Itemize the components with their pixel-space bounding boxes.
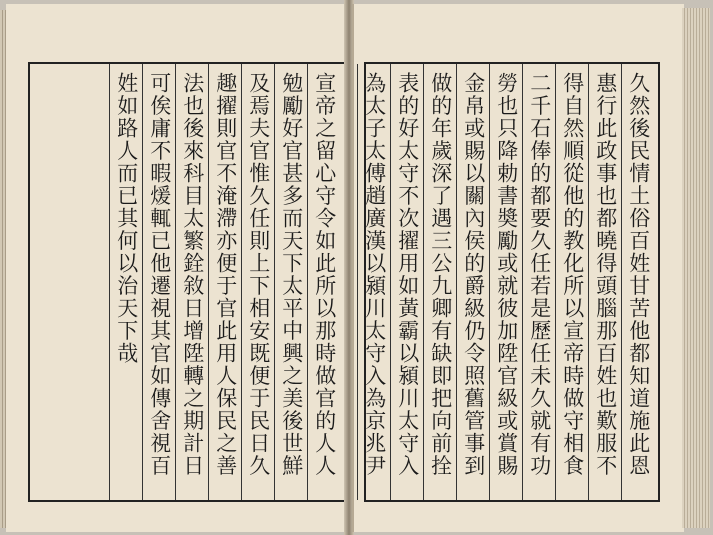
left-page-frame	[28, 62, 346, 502]
text-column	[274, 64, 307, 500]
text-column	[208, 64, 241, 500]
text-column	[555, 64, 588, 500]
left-page	[6, 4, 348, 532]
column-text: 得自然順從他的教化所以宣帝時做守相食	[560, 72, 585, 477]
column-text: 宣帝之留心守令如此所以那時做官的人人	[312, 72, 337, 477]
right-page-edges	[682, 8, 710, 528]
text-column	[456, 64, 489, 500]
column-text: 做的年歲深了遇三公九卿有缺即把向前拴	[428, 72, 453, 477]
column-text: 可俟庸不暇煖輒已他遷視其官如傳舍視百	[147, 72, 172, 477]
text-column	[390, 64, 423, 500]
text-column	[307, 64, 340, 500]
column-text: 及焉夫官惟久任則上下相安既便于民日久	[246, 72, 271, 477]
column-text: 勉勵好官甚多而天下太平中興之美後世鮮	[279, 72, 304, 477]
text-column	[109, 64, 142, 500]
text-column	[142, 64, 175, 500]
text-column	[588, 64, 621, 500]
column-text: 法也後來科目太繁銓敘日增陞轉之期計日	[180, 72, 205, 477]
column-text: 久然後民情土俗百姓甘苦他都知道施此恩	[626, 72, 651, 477]
text-column	[489, 64, 522, 500]
text-column	[621, 64, 654, 500]
column-text: 為太子太傅趙廣漢以潁川太守入為京兆尹	[362, 72, 387, 477]
text-column	[522, 64, 555, 500]
column-text: 表的好太守不次擢用如黃霸以潁川太守入	[395, 72, 420, 477]
text-column	[357, 64, 390, 500]
column-text: 趣擢則官不淹滯亦便于官此用人保民之善	[213, 72, 238, 477]
column-text: 金帛或賜以關內侯的爵級仍令照舊管事到	[461, 72, 486, 477]
column-text: 姓如路人而已其何以治天下哉	[114, 72, 139, 365]
column-text: 二千石俸的都要久任若是歷任未久就有功	[527, 72, 552, 477]
column-text: 勞也只降勅書奬勵或就彼加陞官級或賞賜	[494, 72, 519, 477]
column-text: 惠行此政事也都曉得頭腦那百姓也歎服不	[593, 72, 618, 477]
right-page	[352, 4, 684, 532]
text-column	[423, 64, 456, 500]
right-page-frame	[364, 62, 660, 502]
text-column	[175, 64, 208, 500]
text-column	[241, 64, 274, 500]
